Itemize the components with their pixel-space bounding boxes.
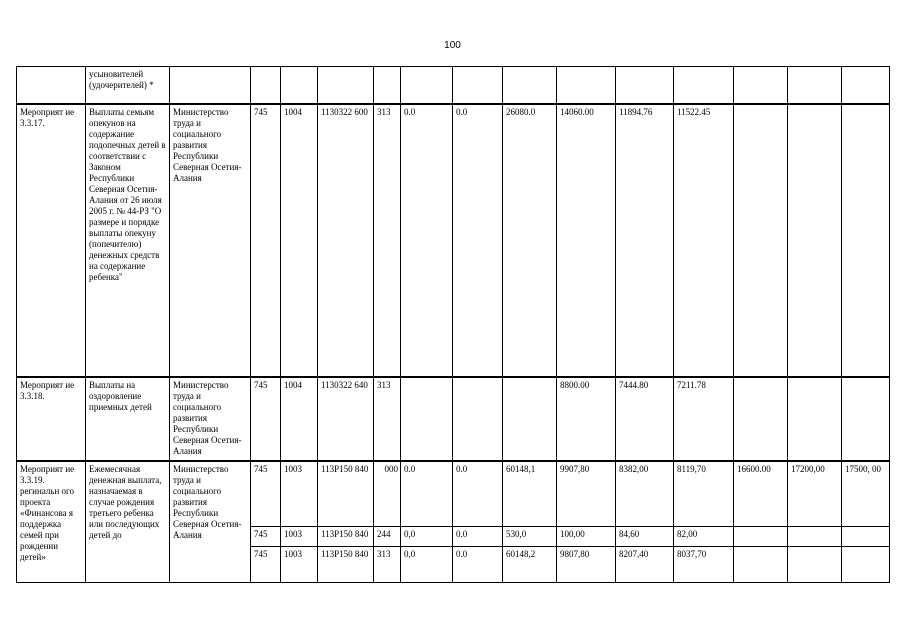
rz-pr-cell: 1004	[281, 377, 318, 461]
value-cell: 8037,70	[674, 547, 734, 583]
value-cell: 8800.00	[557, 377, 616, 461]
name-cell: Ежемесячная денежная выплата, назначаемая в случае рождения третьего ребенка или последующих детей до	[86, 461, 170, 583]
rz-pr-cell	[281, 67, 318, 104]
executor-cell	[170, 67, 251, 104]
table-row	[17, 67, 890, 104]
value-cell: 60148,1	[503, 461, 557, 527]
executor-cell: Министерство труда и социального развития Республики Северная Осетия-Алания	[170, 461, 251, 583]
value-cell	[842, 527, 890, 547]
value-cell	[788, 104, 842, 377]
event-cell: Мероприят ие 3.3.18.	[17, 377, 86, 461]
vr-cell: 000	[374, 461, 401, 527]
page-number: 100	[444, 40, 461, 51]
value-cell: 82,00	[674, 527, 734, 547]
event-cell	[17, 67, 86, 104]
value-cell: 26080.0	[503, 104, 557, 377]
grbs-cell	[251, 67, 281, 104]
vr-cell	[374, 67, 401, 104]
grbs-cell: 745	[251, 377, 281, 461]
vr-cell: 313	[374, 377, 401, 461]
value-cell	[734, 377, 788, 461]
grbs-cell: 745	[251, 461, 281, 527]
event-cell: Мероприят ие 3.3.17.	[17, 104, 86, 377]
value-cell: 8207,40	[616, 547, 674, 583]
value-cell: 0.0	[401, 104, 453, 377]
grbs-cell: 745	[251, 104, 281, 377]
rz-pr-cell: 1003	[281, 461, 318, 527]
rz-pr-cell: 1004	[281, 104, 318, 377]
value-cell: 17500, 00	[842, 461, 890, 527]
value-cell: 0.0	[453, 461, 503, 527]
value-cell	[788, 547, 842, 583]
value-cell: 0,0	[401, 527, 453, 547]
name-cell: Выплаты на оздоровление приемных детей	[86, 377, 170, 461]
table-row	[17, 461, 890, 527]
value-cell	[842, 377, 890, 461]
name-cell: усыновителей (удочерителей) *	[86, 67, 170, 104]
value-cell: 84,60	[616, 527, 674, 547]
value-cell: 0.0	[401, 461, 453, 527]
value-cell	[842, 67, 890, 104]
value-cell	[674, 67, 734, 104]
value-cell: 60148,2	[503, 547, 557, 583]
value-cell: 9807,80	[557, 547, 616, 583]
table-row	[17, 377, 890, 461]
value-cell	[503, 377, 557, 461]
grbs-cell: 745	[251, 527, 281, 547]
value-cell: 16600.00	[734, 461, 788, 527]
value-cell: 0.0	[453, 104, 503, 377]
event-cell: Мероприят ие 3.3.19. регинальн ого проекта «Финансова я поддержка семей при рождении детей»	[17, 461, 86, 583]
csr-cell: 1130322 640	[318, 377, 374, 461]
csr-cell: 113P150 840	[318, 461, 374, 527]
value-cell: 8119,70	[674, 461, 734, 527]
executor-cell: Министерство труда и социального развития Республики Северная Осетия-Алания	[170, 104, 251, 377]
csr-cell: 113P150 840	[318, 547, 374, 583]
vr-cell: 313	[374, 104, 401, 377]
value-cell	[734, 104, 788, 377]
rz-pr-cell: 1003	[281, 527, 318, 547]
value-cell: 17200,00	[788, 461, 842, 527]
value-cell	[453, 377, 503, 461]
vr-cell: 313	[374, 547, 401, 583]
value-cell: 14060.00	[557, 104, 616, 377]
value-cell	[557, 67, 616, 104]
name-cell: Выплаты семьям опекунов на содержание подопечных детей в соответствии с Законом Республики Северная Осетия-Алания от 26 июля 2005 г. № 44-РЗ "О размере и порядке выплаты опекуну (попечителю) денежных средств на содержание ребенка"	[86, 104, 170, 377]
value-cell: 7211.78	[674, 377, 734, 461]
value-cell: 0,0	[401, 547, 453, 583]
value-cell	[401, 67, 453, 104]
value-cell: 0.0	[453, 527, 503, 547]
value-cell	[842, 104, 890, 377]
value-cell: 530,0	[503, 527, 557, 547]
value-cell: 8382,00	[616, 461, 674, 527]
value-cell: 11894.76	[616, 104, 674, 377]
grbs-cell: 745	[251, 547, 281, 583]
value-cell: 11522.45	[674, 104, 734, 377]
vr-cell: 244	[374, 527, 401, 547]
value-cell	[401, 377, 453, 461]
value-cell	[734, 527, 788, 547]
csr-cell	[318, 67, 374, 104]
csr-cell: 1130322 600	[318, 104, 374, 377]
executor-cell: Министерство труда и социального развития Республики Северная Осетия-Алания	[170, 377, 251, 461]
value-cell	[503, 67, 557, 104]
csr-cell: 113P150 840	[318, 527, 374, 547]
value-cell: 9907,80	[557, 461, 616, 527]
value-cell	[734, 547, 788, 583]
value-cell	[788, 377, 842, 461]
value-cell	[788, 67, 842, 104]
budget-table	[16, 66, 890, 583]
table-row	[17, 104, 890, 377]
value-cell: 0.0	[453, 547, 503, 583]
value-cell: 100,00	[557, 527, 616, 547]
rz-pr-cell: 1003	[281, 547, 318, 583]
value-cell	[734, 67, 788, 104]
value-cell	[616, 67, 674, 104]
value-cell	[842, 547, 890, 583]
value-cell	[453, 67, 503, 104]
value-cell: 7444.80	[616, 377, 674, 461]
value-cell	[788, 527, 842, 547]
